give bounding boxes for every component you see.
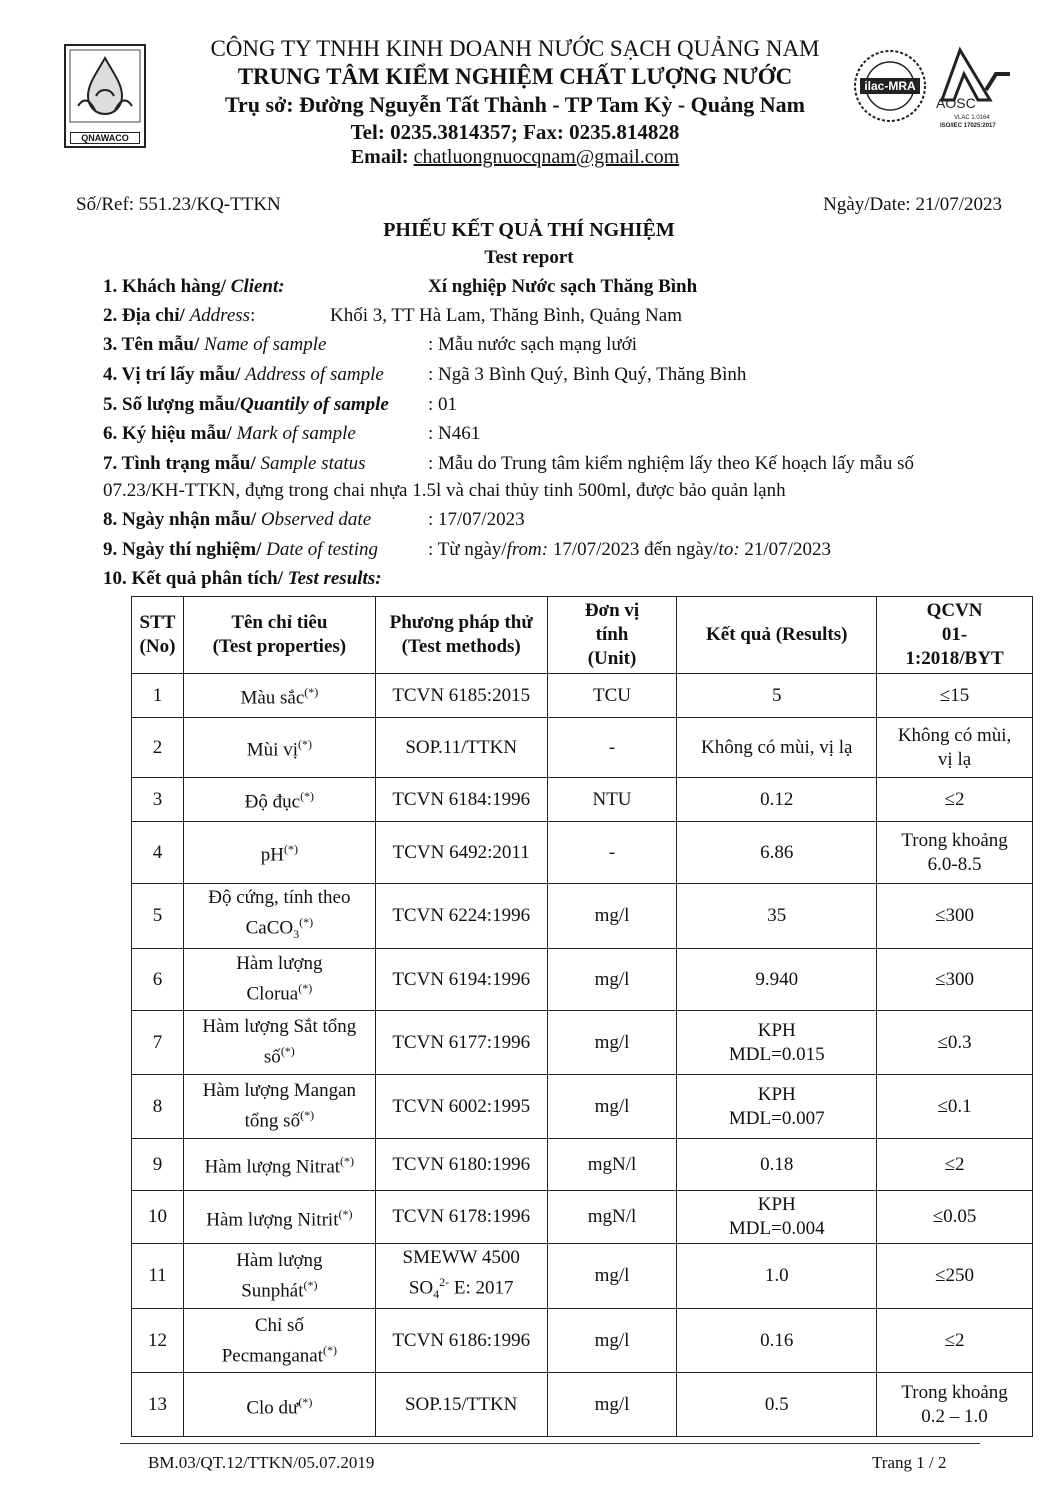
cell-test-method: TCVN 6224:1996 (375, 884, 547, 949)
table-row (132, 1191, 1033, 1244)
address-row: 2. Địa chỉ/ Address: (103, 305, 256, 326)
table-row (132, 822, 1033, 884)
header-results: Kết quả (Results) (677, 597, 877, 674)
testing-date-value: : Từ ngày/from: 17/07/2023 đến ngày/to: 21/07/2023 (428, 539, 831, 560)
cell-test-property: Hàm lượng Mangan tổng số(*) (183, 1075, 375, 1139)
cell-unit: mgN/l (547, 1191, 677, 1244)
cell-unit: mg/l (547, 884, 677, 949)
email-link[interactable]: chatluongnuocqnam@gmail.com (413, 146, 680, 168)
cell-test-property: pH(*) (183, 822, 375, 884)
cell-unit: NTU (547, 778, 677, 822)
test-results-heading: 10. Kết quả phân tích/ Test results: (103, 568, 382, 589)
cell-test-method: TCVN 6180:1996 (375, 1139, 547, 1191)
cell-unit: - (547, 822, 677, 884)
cell-standard: ≤15 (877, 674, 1033, 718)
cell-test-property: Hàm lượng Nitrit(*) (183, 1191, 375, 1244)
cell-result: KPH MDL=0.004 (677, 1191, 877, 1244)
cell-standard: ≤0.05 (877, 1191, 1033, 1244)
cell-unit: mgN/l (547, 1139, 677, 1191)
cell-standard: ≤300 (877, 949, 1033, 1011)
table-row (132, 1309, 1033, 1373)
cell-test-method: SOP.11/TTKN (375, 718, 547, 778)
cell-result: 0.12 (677, 778, 877, 822)
cell-no: 8 (132, 1075, 184, 1139)
report-date: Ngày/Date: 21/07/2023 (823, 194, 1002, 215)
cell-standard: Không có mùi, vị lạ (877, 718, 1033, 778)
table-row (132, 1373, 1033, 1437)
sample-location-value: : Ngã 3 Bình Quý, Bình Quý, Thăng Bình (428, 364, 747, 385)
qnawaco-logo (64, 44, 146, 148)
sample-name-row: 3. Tên mẫu/ Name of sample (103, 334, 327, 355)
cell-no: 6 (132, 949, 184, 1011)
cell-result: 6.86 (677, 822, 877, 884)
header-standard: QCVN 01- 1:2018/BYT (877, 597, 1033, 674)
cell-test-method: TCVN 6002:1995 (375, 1075, 547, 1139)
cell-unit: - (547, 718, 677, 778)
cell-result: Không có mùi, vị lạ (677, 718, 877, 778)
cell-test-method: TCVN 6184:1996 (375, 778, 547, 822)
client-value: Xí nghiệp Nước sạch Thăng Bình (428, 276, 698, 297)
cell-standard: ≤0.3 (877, 1011, 1033, 1075)
table-header-row (132, 597, 1033, 674)
contact-email: Email: chatluongnuocqnam@gmail.com (350, 146, 680, 168)
cell-result: KPH MDL=0.015 (677, 1011, 877, 1075)
sample-name-value: : Mẫu nước sạch mạng lưới (428, 334, 638, 355)
cell-standard: ≤300 (877, 884, 1033, 949)
svg-text:ISO/IEC 17025:2017: ISO/IEC 17025:2017 (940, 123, 996, 129)
ilac-text: ilac-MRA (864, 79, 916, 93)
cell-no: 3 (132, 778, 184, 822)
cell-test-method: TCVN 6185:2015 (375, 674, 547, 718)
cell-result: 0.5 (677, 1373, 877, 1437)
cell-no: 7 (132, 1011, 184, 1075)
cell-result: 1.0 (677, 1244, 877, 1309)
cell-no: 5 (132, 884, 184, 949)
cell-unit: TCU (547, 674, 677, 718)
address-value: Khối 3, TT Hà Lam, Thăng Bình, Quảng Nam (330, 305, 682, 326)
company-name: CÔNG TY TNHH KINH DOANH NƯỚC SẠCH QUẢNG NAM (210, 36, 820, 61)
cell-result: 35 (677, 884, 877, 949)
cell-result: 5 (677, 674, 877, 718)
cell-no: 11 (132, 1244, 184, 1309)
table-row (132, 884, 1033, 949)
cell-result: 0.16 (677, 1309, 877, 1373)
aosc-logo (934, 44, 1016, 130)
sample-status-continued: 07.23/KH-TTKN, đựng trong chai nhựa 1.5l và chai thủy tinh 500ml, được bảo quản lạnh (103, 480, 786, 501)
cell-test-property: Hàm lượng Sunphát(*) (183, 1244, 375, 1309)
office-address: Trụ sở: Đường Nguyễn Tất Thành - TP Tam Kỳ - Quảng Nam (225, 92, 805, 117)
sample-location-row: 4. Vị trí lấy mẫu/ Address of sample (103, 364, 384, 385)
cell-test-property: Chỉ số Pecmanganat(*) (183, 1309, 375, 1373)
table-row (132, 674, 1033, 718)
cell-standard: ≤2 (877, 1139, 1033, 1191)
table-row (132, 778, 1033, 822)
table-row (132, 1139, 1033, 1191)
center-name: TRUNG TÂM KIỂM NGHIỆM CHẤT LƯỢNG NƯỚC (237, 64, 793, 89)
cell-test-method: TCVN 6194:1996 (375, 949, 547, 1011)
cell-unit: mg/l (547, 1373, 677, 1437)
cell-standard: ≤2 (877, 778, 1033, 822)
report-title: PHIẾU KẾT QUẢ THÍ NGHIỆM (383, 219, 675, 241)
cell-no: 2 (132, 718, 184, 778)
sample-status-value: : Mẫu do Trung tâm kiểm nghiệm lấy theo Kế hoạch lấy mẫu số (428, 453, 915, 474)
water-drop-icon (66, 46, 144, 126)
sample-mark-value: : N461 (428, 423, 481, 444)
cell-no: 12 (132, 1309, 184, 1373)
report-subtitle: Test report (484, 247, 574, 268)
cell-test-method: TCVN 6178:1996 (375, 1191, 547, 1244)
results-table (131, 596, 1033, 1437)
table-row (132, 718, 1033, 778)
cell-standard: ≤0.1 (877, 1075, 1033, 1139)
observed-date-value: : 17/07/2023 (428, 509, 525, 530)
cell-standard: ≤250 (877, 1244, 1033, 1309)
cell-standard: Trong khoảng 6.0-8.5 (877, 822, 1033, 884)
cell-test-method: TCVN 6492:2011 (375, 822, 547, 884)
table-row (132, 949, 1033, 1011)
svg-text:VLAC 1.0164: VLAC 1.0164 (954, 115, 990, 121)
cell-test-method: SOP.15/TTKN (375, 1373, 547, 1437)
cell-test-property: Hàm lượng Sắt tổng số(*) (183, 1011, 375, 1075)
cell-test-method: TCVN 6177:1996 (375, 1011, 547, 1075)
cell-result: KPH MDL=0.007 (677, 1075, 877, 1139)
cell-test-property: Hàm lượng Clorua(*) (183, 949, 375, 1011)
cell-no: 9 (132, 1139, 184, 1191)
cell-test-property: Độ cứng, tính theo CaCO$_3$(*) (183, 884, 375, 949)
testing-date-row: 9. Ngày thí nghiệm/ Date of testing (103, 539, 378, 560)
client-row: 1. Khách hàng/ Client: (103, 276, 285, 297)
cell-test-method: TCVN 6186:1996 (375, 1309, 547, 1373)
cell-test-property: Clo dư(*) (183, 1373, 375, 1437)
cell-test-property: Màu sắc(*) (183, 674, 375, 718)
cell-standard: ≤2 (877, 1309, 1033, 1373)
cell-unit: mg/l (547, 1011, 677, 1075)
ilac-mra-logo (852, 48, 928, 124)
cell-test-property: Hàm lượng Nitrat(*) (183, 1139, 375, 1191)
sample-mark-row: 6. Ký hiệu mẫu/ Mark of sample (103, 423, 356, 444)
cell-result: 9.940 (677, 949, 877, 1011)
table-row (132, 1075, 1033, 1139)
cell-unit: mg/l (547, 949, 677, 1011)
cell-no: 1 (132, 674, 184, 718)
header-stt: STT (No) (132, 597, 184, 674)
cell-no: 13 (132, 1373, 184, 1437)
reference-number: Số/Ref: 551.23/KQ-TTKN (76, 194, 281, 215)
cell-test-method: SMEWW 4500 $SO_4^{2-}$ E: 2017 (375, 1244, 547, 1309)
header-test-methods: Phương pháp thử (Test methods) (375, 597, 547, 674)
header-unit: Đơn vị tính (Unit) (547, 597, 677, 674)
form-code: BM.03/QT.12/TTKN/05.07.2019 (148, 1453, 375, 1472)
sample-status-row: 7. Tình trạng mẫu/ Sample status (103, 453, 366, 474)
cell-unit: mg/l (547, 1244, 677, 1309)
header-test-properties: Tên chỉ tiêu (Test properties) (183, 597, 375, 674)
sample-quantity-value: : 01 (428, 394, 458, 415)
cell-test-property: Độ đục(*) (183, 778, 375, 822)
cell-no: 4 (132, 822, 184, 884)
cell-test-property: Mùi vị(*) (183, 718, 375, 778)
page-number: Trang 1 / 2 (872, 1453, 947, 1472)
cell-result: 0.18 (677, 1139, 877, 1191)
cell-no: 10 (132, 1191, 184, 1244)
table-row (132, 1244, 1033, 1309)
logo-label: QNAWACO (70, 132, 140, 144)
observed-date-row: 8. Ngày nhận mẫu/ Observed date (103, 509, 372, 530)
aosc-text: AOSC (936, 95, 976, 111)
cell-standard: Trong khoảng 0.2 – 1.0 (877, 1373, 1033, 1437)
cell-unit: mg/l (547, 1075, 677, 1139)
contact-phone: Tel: 0235.3814357; Fax: 0235.814828 (350, 120, 680, 144)
table-row (132, 1011, 1033, 1075)
cell-unit: mg/l (547, 1309, 677, 1373)
footer-divider (120, 1443, 980, 1444)
sample-quantity-row: 5. Số lượng mẫu/Quantily of sample (103, 394, 389, 415)
